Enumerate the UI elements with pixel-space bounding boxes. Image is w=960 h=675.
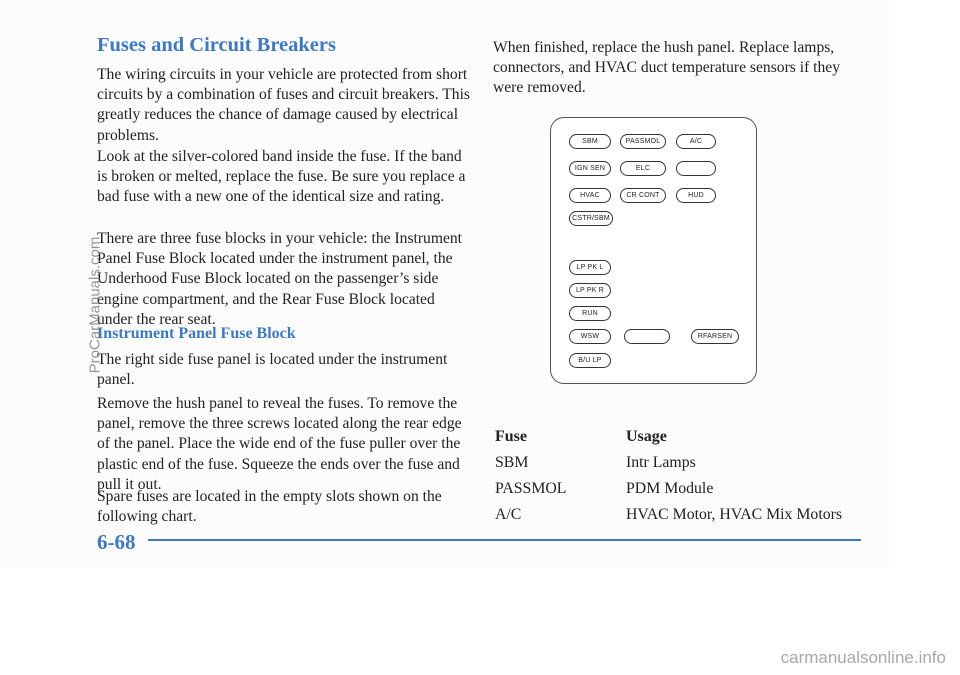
fuse-slot-bu-lp: B/U LP — [569, 353, 611, 368]
table-cell-usage: PDM Module — [626, 480, 714, 497]
table-cell-fuse: SBM — [495, 454, 529, 471]
table-header-usage: Usage — [626, 428, 667, 445]
fuse-slot-cstr-sbm: CSTR/SBM — [569, 211, 613, 226]
side-watermark: ProCarManuals.com — [86, 236, 104, 374]
fuse-slot-sbm: SBM — [569, 134, 611, 149]
paragraph-fuse-blocks: There are three fuse blocks in your vehicle: the Instrument Panel Fuse Block located under the instrument panel, the Underhood Fuse Block located on the passenger’s side engine compartment, and the Rear Fuse Block located under the rear seat. — [97, 230, 463, 328]
fuse-slot-lp-pk-r: LP PK R — [569, 283, 611, 298]
fuse-slot-elc: ELC — [620, 161, 666, 176]
table-cell-fuse: A/C — [495, 506, 522, 523]
table-cell-fuse: PASSMOL — [495, 480, 567, 497]
site-watermark: carmanualsonline.info — [780, 648, 946, 667]
fuse-slot-ac: A/C — [676, 134, 716, 149]
fuse-slot-cr-cont: CR CONT — [620, 188, 666, 203]
table-cell-usage: Intr Lamps — [626, 454, 696, 471]
paragraph-when-finished: When finished, replace the hush panel. Replace lamps, connectors, and HVAC duct temperature sensors if they were removed. — [493, 39, 841, 97]
fuse-slot-spare-1 — [676, 161, 716, 176]
footer-rule — [148, 539, 861, 541]
section-heading: Fuses and Circuit Breakers — [97, 34, 336, 56]
paragraph-fuses-intro: The wiring circuits in your vehicle are protected from short circuits by a combination of fuses and circuit breakers. This greatly reduces the chance of damage caused by electrical problems. — [97, 66, 470, 144]
paragraph-spare-fuses: Spare fuses are located in the empty slots shown on the following chart. — [97, 488, 442, 526]
fuse-panel-diagram — [550, 117, 757, 384]
fuse-slot-wsw: WSW — [569, 329, 611, 344]
fuse-slot-rfarsen: RFARSEN — [691, 329, 739, 344]
fuse-slot-spare-2 — [624, 329, 670, 344]
paragraph-silver-band: Look at the silver-colored band inside the fuse. If the band is broken or melted, replace the fuse. Be sure you replace a bad fuse with a new one of the identical size and rating. — [97, 148, 466, 206]
page-number: 6-68 — [97, 530, 136, 554]
fuse-slot-ign-sen: IGN SEN — [569, 161, 611, 176]
fuse-slot-run: RUN — [569, 306, 611, 321]
fuse-slot-passmol: PASSMOL — [620, 134, 666, 149]
paragraph-panel-location: The right side fuse panel is located under the instrument panel. — [97, 351, 448, 389]
fuse-slot-hvac: HVAC — [569, 188, 611, 203]
paragraph-remove-panel: Remove the hush panel to reveal the fuses. To remove the panel, remove the three screws located along the rear edge of the panel. Place the wide end of the fuse puller over the plastic end of the fuse. Squeeze the ends over the fuse and pull it out. — [97, 395, 462, 493]
fuse-slot-hud: HUD — [676, 188, 716, 203]
table-header-fuse: Fuse — [495, 428, 527, 445]
fuse-slot-lp-pk-l: LP PK L — [569, 260, 611, 275]
subsection-heading: Instrument Panel Fuse Block — [97, 325, 296, 342]
table-cell-usage: HVAC Motor, HVAC Mix Motors — [626, 506, 843, 523]
